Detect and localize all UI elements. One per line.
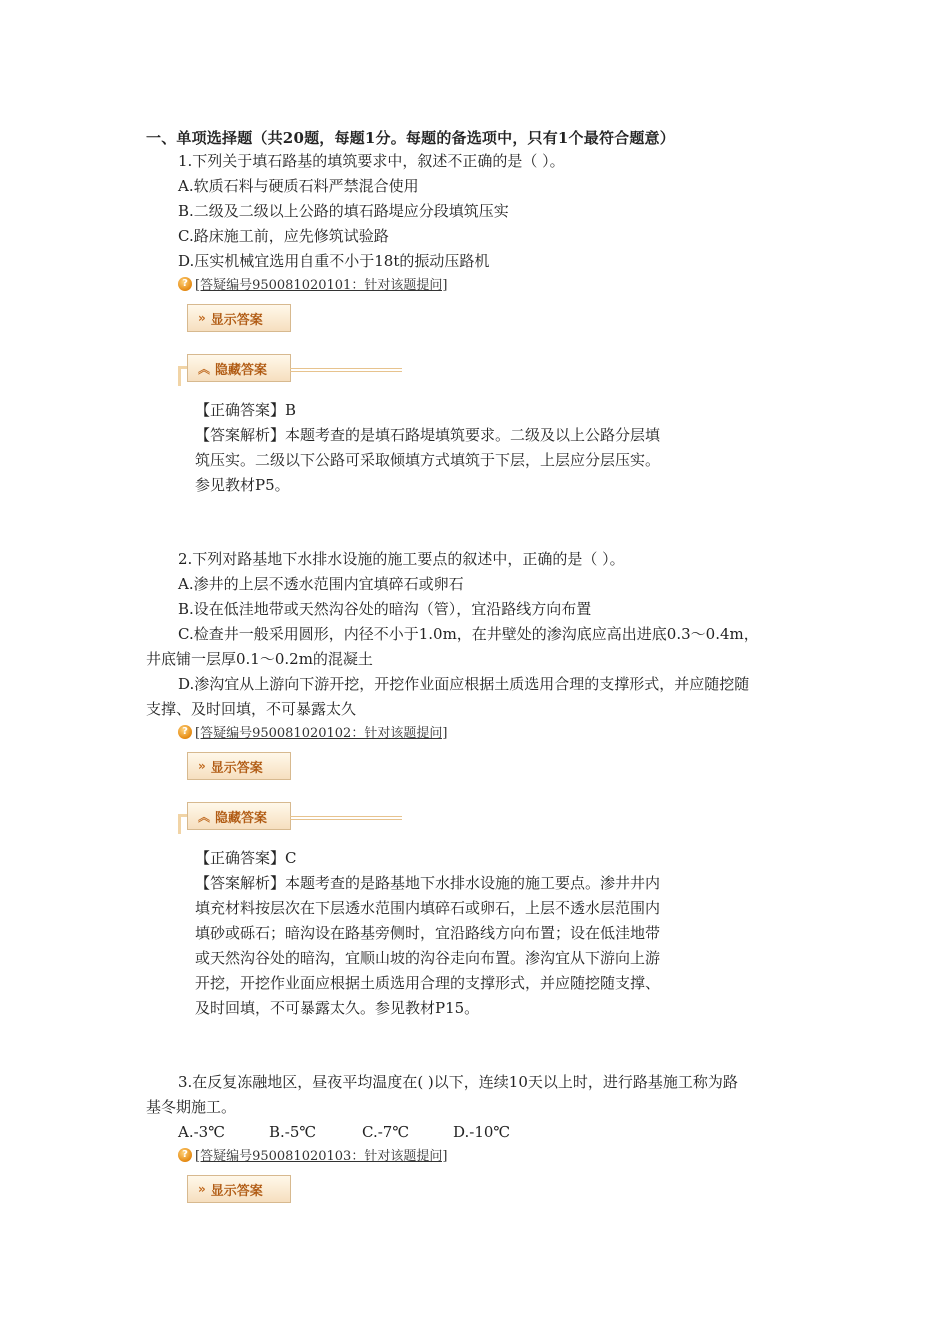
divider-line <box>290 816 402 820</box>
question-1-option-b: B.二级及二级以上公路的填石路堤应分段填筑压实 <box>178 202 509 220</box>
hide-answer-button[interactable]: ︽ 隐藏答案 <box>187 802 291 830</box>
question-2-option-b: B.设在低洼地带或天然沟谷处的暗沟（管），宜沿路线方向布置 <box>178 600 592 618</box>
question-2-explanation: 【答案解析】本题考查的是路基地下水排水设施的施工要点。渗井井内 填充材料按层次在下层透水范围内填碎石或卵石，上层不透水层范围内 填砂或砾石；暗沟设在路基旁侧时，宜沿路线方向布置；设在低洼地带 或天然沟谷处的暗沟，宜顺山坡的沟谷走向布置。渗沟宜从下游向上游 开挖，开挖作业面应根据土质选用合理的支撑形式，并应随挖随支撑、 及时回填，不可暴露太久。参见教材P15。 <box>195 874 661 1017</box>
question-2-option-c: C.检查井一般采用圆形，内径不小于1.0m，在井壁处的渗沟底应高出进底0.3～0.4m， <box>178 625 759 643</box>
question-3-stem: 3.在反复冻融地区，昼夜平均温度在( )以下，连续10天以上时，进行路基施工称为路 <box>178 1073 738 1091</box>
question-1-stem: 1.下列关于填石路基的填筑要求中，叙述不正确的是（ ）。 <box>178 152 565 170</box>
question-1-explanation: 【答案解析】本题考查的是填石路堤填筑要求。二级及以上公路分层填 筑压实。二级以下公路可采取倾填方式填筑于下层，上层应分层压实。 参见教材P5。 <box>195 426 661 494</box>
question-2-stem: 2.下列对路基地下水排水设施的施工要点的叙述中，正确的是（ ）。 <box>178 550 625 568</box>
hide-answer-button[interactable]: ︽ 隐藏答案 <box>187 354 291 382</box>
question-2-option-d-cont: 支撑、及时回填，不可暴露太久 <box>146 700 357 718</box>
question-1-option-d: D.压实机械宜选用自重不小于18t的振动压路机 <box>178 252 490 270</box>
question-1-answer: 【正确答案】B <box>195 401 297 419</box>
question-2-option-c-cont: 井底铺一层厚0.1～0.2m的混凝土 <box>146 650 373 668</box>
question-mark-icon: ? <box>178 277 192 291</box>
question-2-option-a: A.渗井的上层不透水范围内宜填碎石或卵石 <box>178 575 464 593</box>
double-chevron-up-icon: ︽ <box>198 361 211 376</box>
bracket-decoration <box>178 366 187 386</box>
ask-question-link[interactable]: [答疑编号950081020101：针对该题提问] <box>195 278 448 293</box>
hide-answer-bar <box>178 354 403 386</box>
question-3-option-c: C.-7℃ <box>362 1123 410 1141</box>
question-2-ask[interactable] <box>178 722 447 741</box>
show-answer-button[interactable]: » 显示答案 <box>187 304 291 332</box>
question-mark-icon: ? <box>178 1148 192 1162</box>
question-3-ask[interactable] <box>178 1145 447 1164</box>
question-1-option-a: A.软质石料与硬质石料严禁混合使用 <box>178 177 419 195</box>
question-mark-icon: ? <box>178 725 192 739</box>
double-chevron-right-icon: » <box>198 311 206 325</box>
show-answer-button[interactable]: » 显示答案 <box>187 1175 291 1203</box>
question-3-option-b: B.-5℃ <box>269 1123 317 1141</box>
question-3-stem-cont: 基冬期施工。 <box>146 1098 237 1116</box>
bracket-decoration <box>178 814 187 834</box>
ask-question-link[interactable]: [答疑编号950081020103：针对该题提问] <box>195 1149 448 1164</box>
question-2-answer: 【正确答案】C <box>195 849 297 867</box>
divider-line <box>290 368 402 372</box>
show-answer-button[interactable]: » 显示答案 <box>187 752 291 780</box>
double-chevron-up-icon: ︽ <box>198 809 211 824</box>
question-2-option-d: D.渗沟宜从上游向下游开挖，开挖作业面应根据土质选用合理的支撑形式，并应随挖随 <box>178 675 750 693</box>
question-3-option-a: A.-3℃ <box>178 1123 225 1141</box>
question-1-option-c: C.路床施工前，应先修筑试验路 <box>178 227 389 245</box>
question-1-ask[interactable] <box>178 274 447 293</box>
hide-answer-bar <box>178 802 403 834</box>
question-3-option-d: D.-10℃ <box>453 1123 511 1141</box>
double-chevron-right-icon: » <box>198 1182 206 1196</box>
section-title: 一、单项选择题（共20题，每题1分。每题的备选项中，只有1个最符合题意） <box>146 129 675 147</box>
double-chevron-right-icon: » <box>198 759 206 773</box>
ask-question-link[interactable]: [答疑编号950081020102：针对该题提问] <box>195 726 448 741</box>
